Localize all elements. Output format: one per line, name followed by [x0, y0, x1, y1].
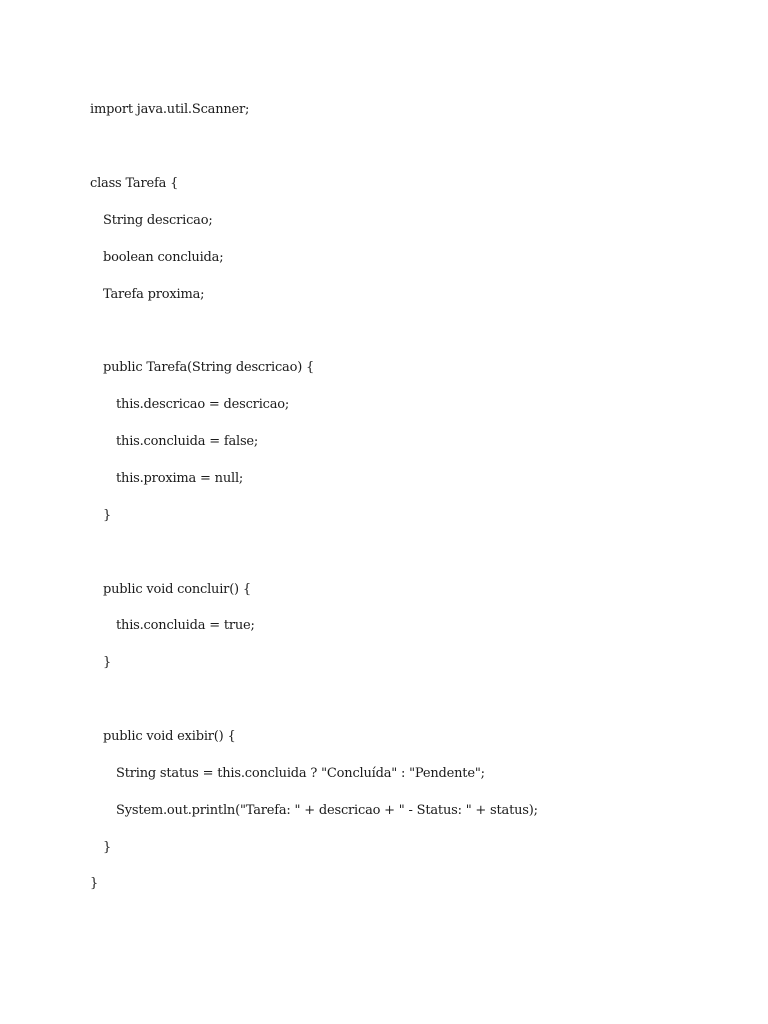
code-line-assign-descricao: this.descricao = descricao;	[116, 397, 290, 412]
code-line-field-proxima: Tarefa proxima;	[103, 287, 205, 302]
code-line-concluir-close: }	[103, 655, 112, 670]
code-line-exibir-close: }	[103, 840, 112, 855]
code-line-exibir-signature: public void exibir() {	[103, 729, 236, 744]
code-line-constructor-signature: public Tarefa(String descricao) {	[103, 360, 315, 375]
code-line-assign-proxima: this.proxima = null;	[116, 471, 244, 486]
code-line-class-declaration: class Tarefa {	[90, 176, 179, 191]
code-line-assign-concluida: this.concluida = false;	[116, 434, 259, 449]
code-line-field-descricao: String descricao;	[103, 213, 213, 228]
code-line-class-close: }	[90, 876, 99, 891]
code-line-println: System.out.println("Tarefa: " + descricao + " - Status: " + status);	[116, 803, 538, 818]
code-line-constructor-close: }	[103, 508, 112, 523]
code-line-field-concluida: boolean concluida;	[103, 250, 224, 265]
code-line-concluir-signature: public void concluir() {	[103, 582, 251, 597]
code-line-concluir-body: this.concluida = true;	[116, 618, 255, 633]
code-line-status-ternary: String status = this.concluida ? "Concluída" : "Pendente";	[116, 766, 485, 781]
code-line-import: import java.util.Scanner;	[90, 102, 250, 117]
